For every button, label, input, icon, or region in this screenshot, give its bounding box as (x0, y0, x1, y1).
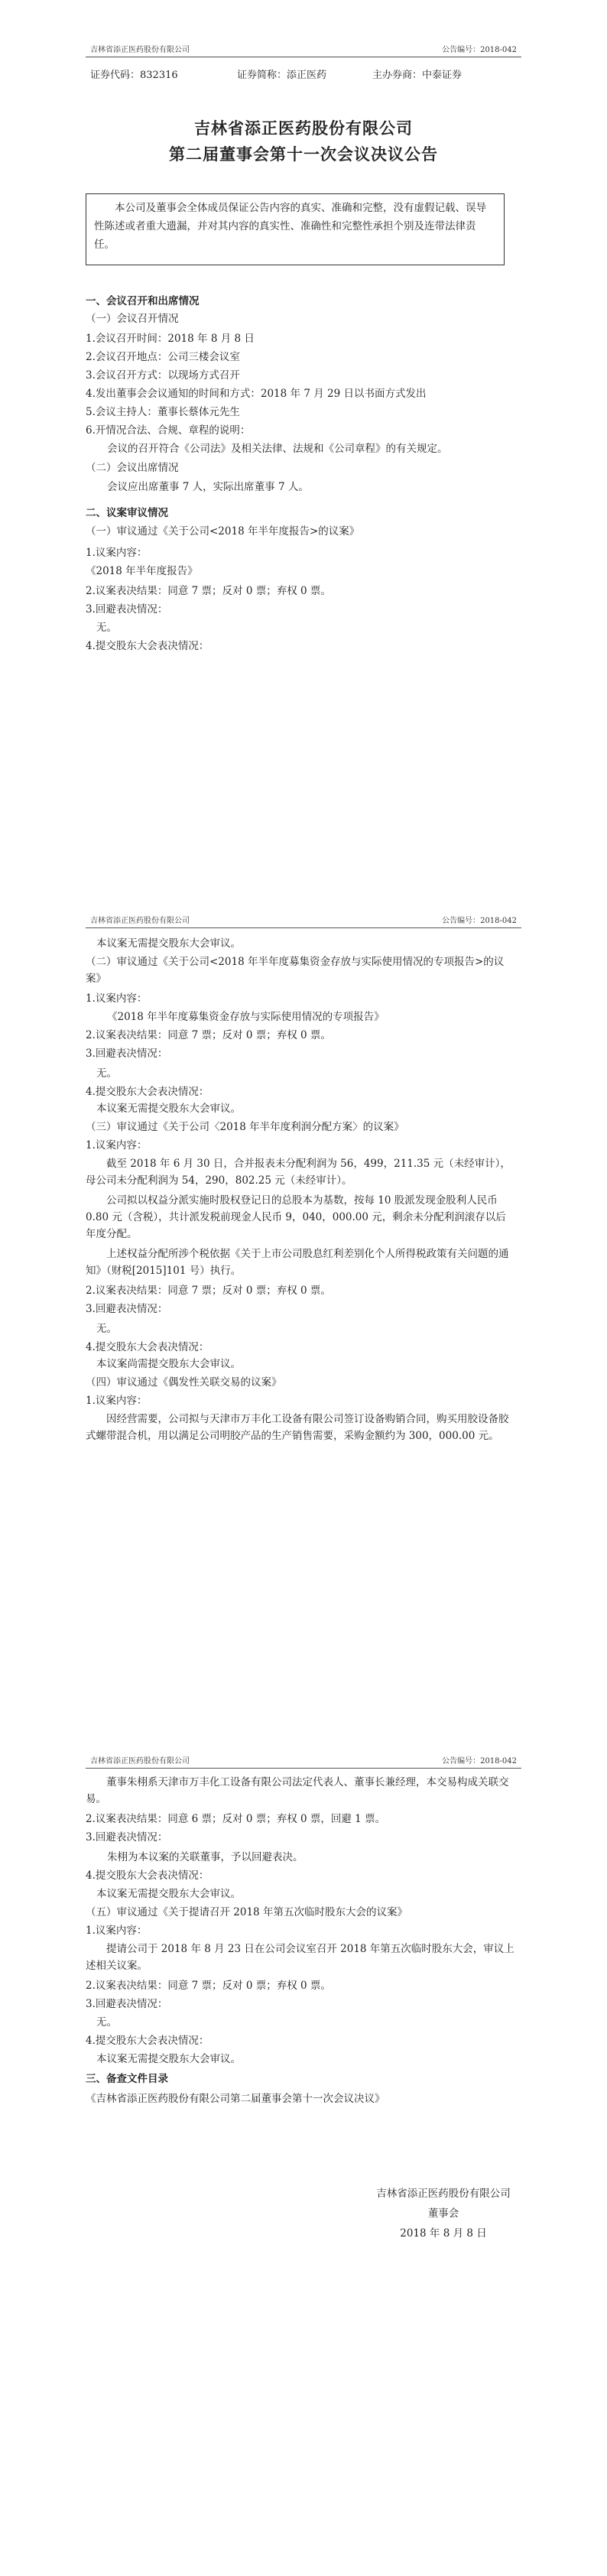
item-line: 2.议案表决结果：同意 7 票；反对 0 票；弃权 0 票。 (86, 585, 331, 597)
item-line: 2.会议召开地点：公司三楼会议室 (86, 351, 240, 363)
item-line: 无。 (96, 1323, 117, 1335)
subsection-heading: （一）会议召开情况 (86, 313, 179, 325)
item-line: 无。 (96, 622, 117, 634)
item-line: 4.提交股东大会表决情况： (86, 1869, 209, 1882)
motion-heading: （二）审议通过《关于公司<2018 年半年度募集资金存放与实际使用情况的专项报告>的议案》 (86, 956, 505, 985)
header-notice-number: 公告编号：2018-042 (442, 917, 517, 925)
item-line: 3.回避表决情况： (86, 1831, 168, 1843)
running-header (86, 1754, 521, 1769)
signature-board: 董事会 (427, 2207, 459, 2220)
signature-date: 2018 年 8 月 8 日 (400, 2227, 487, 2240)
item-line: 5.会议主持人：董事长蔡体元先生 (86, 406, 240, 418)
title-notice: 第二届董事会第十一次会议决议公告 (169, 145, 438, 164)
security-codes (86, 67, 521, 82)
paragraph: 公司拟以权益分派实施时股权登记日的总股本为基数，按每 10 股派发现金股利人民币 0.80 元（含税），共计派发税前现金人民币 9，040，000.00 元，剩余未分配利润滚存以后年度分配。 (86, 1194, 506, 1240)
header-company: 吉林省添正医药股份有限公司 (90, 1757, 190, 1766)
running-header (86, 43, 521, 57)
broker: 主办券商：中泰证券 (372, 70, 463, 81)
header-notice-number: 公告编号：2018-042 (442, 46, 517, 54)
item-line: 无。 (96, 1067, 117, 1080)
item-line: 4.提交股东大会表决情况： (86, 640, 209, 652)
item-line: 2.议案表决结果：同意 6 票；反对 0 票；弃权 0 票，回避 1 票。 (86, 1813, 386, 1825)
item-line: 3.回避表决情况： (86, 1048, 168, 1060)
section-heading: 三、备查文件目录 (86, 2073, 168, 2085)
paragraph: 董事朱栩系天津市万丰化工设备有限公司法定代表人、董事长兼经理，本交易构成关联交易。 (86, 1776, 509, 1805)
item-line: 3.会议召开方式：以现场方式召开 (86, 369, 240, 382)
item-line: 1.议案内容： (86, 992, 148, 1005)
header-company: 吉林省添正医药股份有限公司 (90, 46, 190, 54)
item-line: 3.回避表决情况： (86, 1303, 168, 1315)
paragraph: 提请公司于 2018 年 8 月 23 日在公司会议室召开 2018 年第五次临时股东大会，审议上述相关议案。 (86, 1943, 514, 1972)
paragraph: 会议应出席董事 7 人，实际出席董事 7 人。 (107, 481, 309, 493)
paragraph: 本议案尚需提交股东大会审议。 (96, 1358, 241, 1370)
motion-heading: （一）审议通过《关于公司<2018 年半年度报告>的议案》 (86, 525, 360, 538)
item-line: 2.议案表决结果：同意 7 票；反对 0 票；弃权 0 票。 (86, 1285, 331, 1297)
item-line: 1.议案内容： (86, 547, 148, 559)
disclaimer-box: 本公司及董事会全体成员保证公告内容的真实、准确和完整，没有虚假记载、误导性陈述或者重大遗漏，并对其内容的真实性、准确性和完整性承担个别及连带法律责任。 (86, 193, 505, 265)
motion-heading: （四）审议通过《偶发性关联交易的议案》 (86, 1376, 282, 1389)
motion-heading: （三）审议通过《关于公司〈2018 年半年度利润分配方案〉的议案》 (86, 1121, 404, 1133)
document-page-1 (0, 0, 607, 859)
item-line: 2.议案表决结果：同意 7 票；反对 0 票；弃权 0 票。 (86, 1029, 331, 1041)
paragraph: 本议案无需提交股东大会审议。 (96, 1888, 241, 1900)
motion-heading: （五）审议通过《关于提请召开 2018 年第五次临时股东大会的议案》 (86, 1906, 407, 1918)
item-line: 4.提交股东大会表决情况： (86, 1341, 209, 1353)
item-line: 无。 (96, 2016, 117, 2029)
paragraph: 截至 2018 年 6 月 30 日，合并报表未分配利润为 56，499，211.35 元（未经审计），母公司未分配利润为 54，290，802.25 元（未经审计）。 (86, 1158, 511, 1187)
item-line: 1.议案内容： (86, 1925, 148, 1937)
section-heading: 一、会议召开和出席情况 (86, 295, 200, 307)
document-page-3 (0, 1717, 607, 2576)
paragraph: 朱栩为本议案的关联董事，予以回避表决。 (107, 1851, 304, 1863)
item-line: 6.开情况合法、合规、章程的说明： (86, 424, 251, 437)
item-line: 4.提交股东大会表决情况： (86, 1086, 209, 1098)
paragraph: 会议的召开符合《公司法》及相关法律、法规和《公司章程》的有关规定。 (107, 443, 448, 455)
signature-company: 吉林省添正医药股份有限公司 (376, 2188, 511, 2200)
header-notice-number: 公告编号：2018-042 (442, 1757, 517, 1766)
item-line: 3.回避表决情况： (86, 1998, 168, 2010)
paragraph: 本议案无需提交股东大会审议。 (96, 1103, 241, 1115)
title-company: 吉林省添正医药股份有限公司 (194, 119, 413, 138)
paragraph: 本议案无需提交股东大会审议。 (96, 2053, 241, 2065)
stock-code: 证券代码：832316 (90, 70, 178, 81)
item-line: 4.提交股东大会表决情况： (86, 2035, 209, 2047)
item-line: 1.议案内容： (86, 1395, 148, 1407)
paragraph: 因经营需要，公司拟与天津市万丰化工设备有限公司签订设备购销合同，购买用胶设备胶式螺带混合机，用以满足公司明胶产品的生产销售需要，采购金额约为 300，000.00 元。 (86, 1413, 509, 1442)
stock-name: 证券简称：添正医药 (237, 70, 327, 81)
paragraph: 本议案无需提交股东大会审议。 (96, 937, 241, 950)
item-line: 1.会议召开时间：2018 年 8 月 8 日 (86, 333, 255, 345)
document-page-2 (0, 859, 607, 1717)
section-heading: 二、议案审议情况 (86, 507, 168, 519)
subsection-heading: （二）会议出席情况 (86, 462, 179, 474)
item-line: 《2018 年半年度报告》 (86, 565, 198, 577)
paragraph: 上述权益分配所涉个税依据《关于上市公司股息红利差别化个人所得税政策有关问题的通知》（财税[2015]101 号）执行。 (86, 1248, 509, 1277)
item-line: 2.议案表决结果：同意 7 票；反对 0 票；弃权 0 票。 (86, 1980, 331, 1992)
running-header (86, 914, 521, 928)
item-line: 3.回避表决情况： (86, 603, 168, 616)
header-company: 吉林省添正医药股份有限公司 (90, 917, 190, 925)
reference-document: 《吉林省添正医药股份有限公司第二届董事会第十一次会议决议》 (86, 2093, 385, 2105)
item-line: 4.发出董事会会议通知的时间和方式：2018 年 7 月 29 日以书面方式发出 (86, 388, 427, 400)
item-line: 1.议案内容： (86, 1139, 148, 1152)
item-line: 《2018 年半年度募集资金存放与实际使用情况的专项报告》 (107, 1011, 385, 1023)
